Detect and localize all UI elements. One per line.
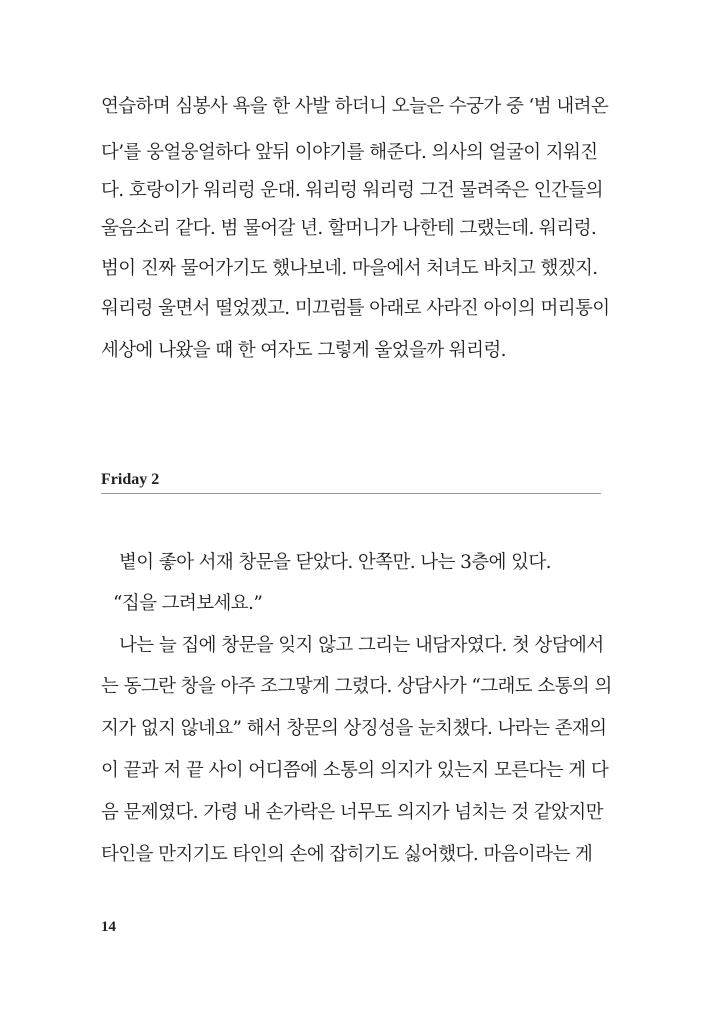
text-line: 타인을 만지기도 타인의 손에 잡히기도 싫어했다. 마음이라는 게 xyxy=(101,844,593,865)
text-line: 지가 없지 않네요” 해서 창문의 상징성을 눈치챘다. 나라는 존재의 xyxy=(101,718,607,739)
text-line: 울음소리 같다. 범 물어갈 년. 할머니가 나한테 그랬는데. 워리렁. xyxy=(101,218,597,239)
section-divider xyxy=(101,493,601,494)
text-line: 나는 늘 집에 창문을 잊지 않고 그리는 내담자였다. 첫 상담에서 xyxy=(119,635,604,656)
text-line: 연습하며 심봉사 욕을 한 사발 하더니 오늘은 수궁가 중 ‘범 내려온 xyxy=(101,96,609,117)
text-line: 다’를 웅얼웅얼하다 앞뒤 이야기를 해준다. 의사의 얼굴이 지워진 xyxy=(101,142,598,163)
text-line: 는 동그란 창을 아주 조그맣게 그렸다. 상담사가 “그래도 소통의 의 xyxy=(101,676,612,697)
section-heading: Friday 2 xyxy=(101,471,160,488)
page-number: 14 xyxy=(101,919,116,935)
text-line: 다. 호랑이가 워리렁 운대. 워리렁 워리렁 그건 물려죽은 인간들의 xyxy=(101,180,603,201)
text-line: 이 끝과 저 끝 사이 어디쯤에 소통의 의지가 있는지 모른다는 게 다 xyxy=(101,760,609,781)
text-line: 워리렁 울면서 떨었겠고. 미끄럼틀 아래로 사라진 아이의 머리통이 xyxy=(101,298,610,319)
text-line: “집을 그려보세요.” xyxy=(113,593,263,614)
text-line: 볕이 좋아 서재 창문을 닫았다. 안쪽만. 나는 3층에 있다. xyxy=(119,552,551,573)
text-line: 세상에 나왔을 때 한 여자도 그렇게 울었을까 워리렁. xyxy=(101,340,506,361)
text-line: 음 문제였다. 가령 내 손가락은 너무도 의지가 넘치는 것 같았지만 xyxy=(101,802,603,823)
text-line: 범이 진짜 물어가기도 했나보네. 마을에서 처녀도 바치고 했겠지. xyxy=(101,258,598,279)
